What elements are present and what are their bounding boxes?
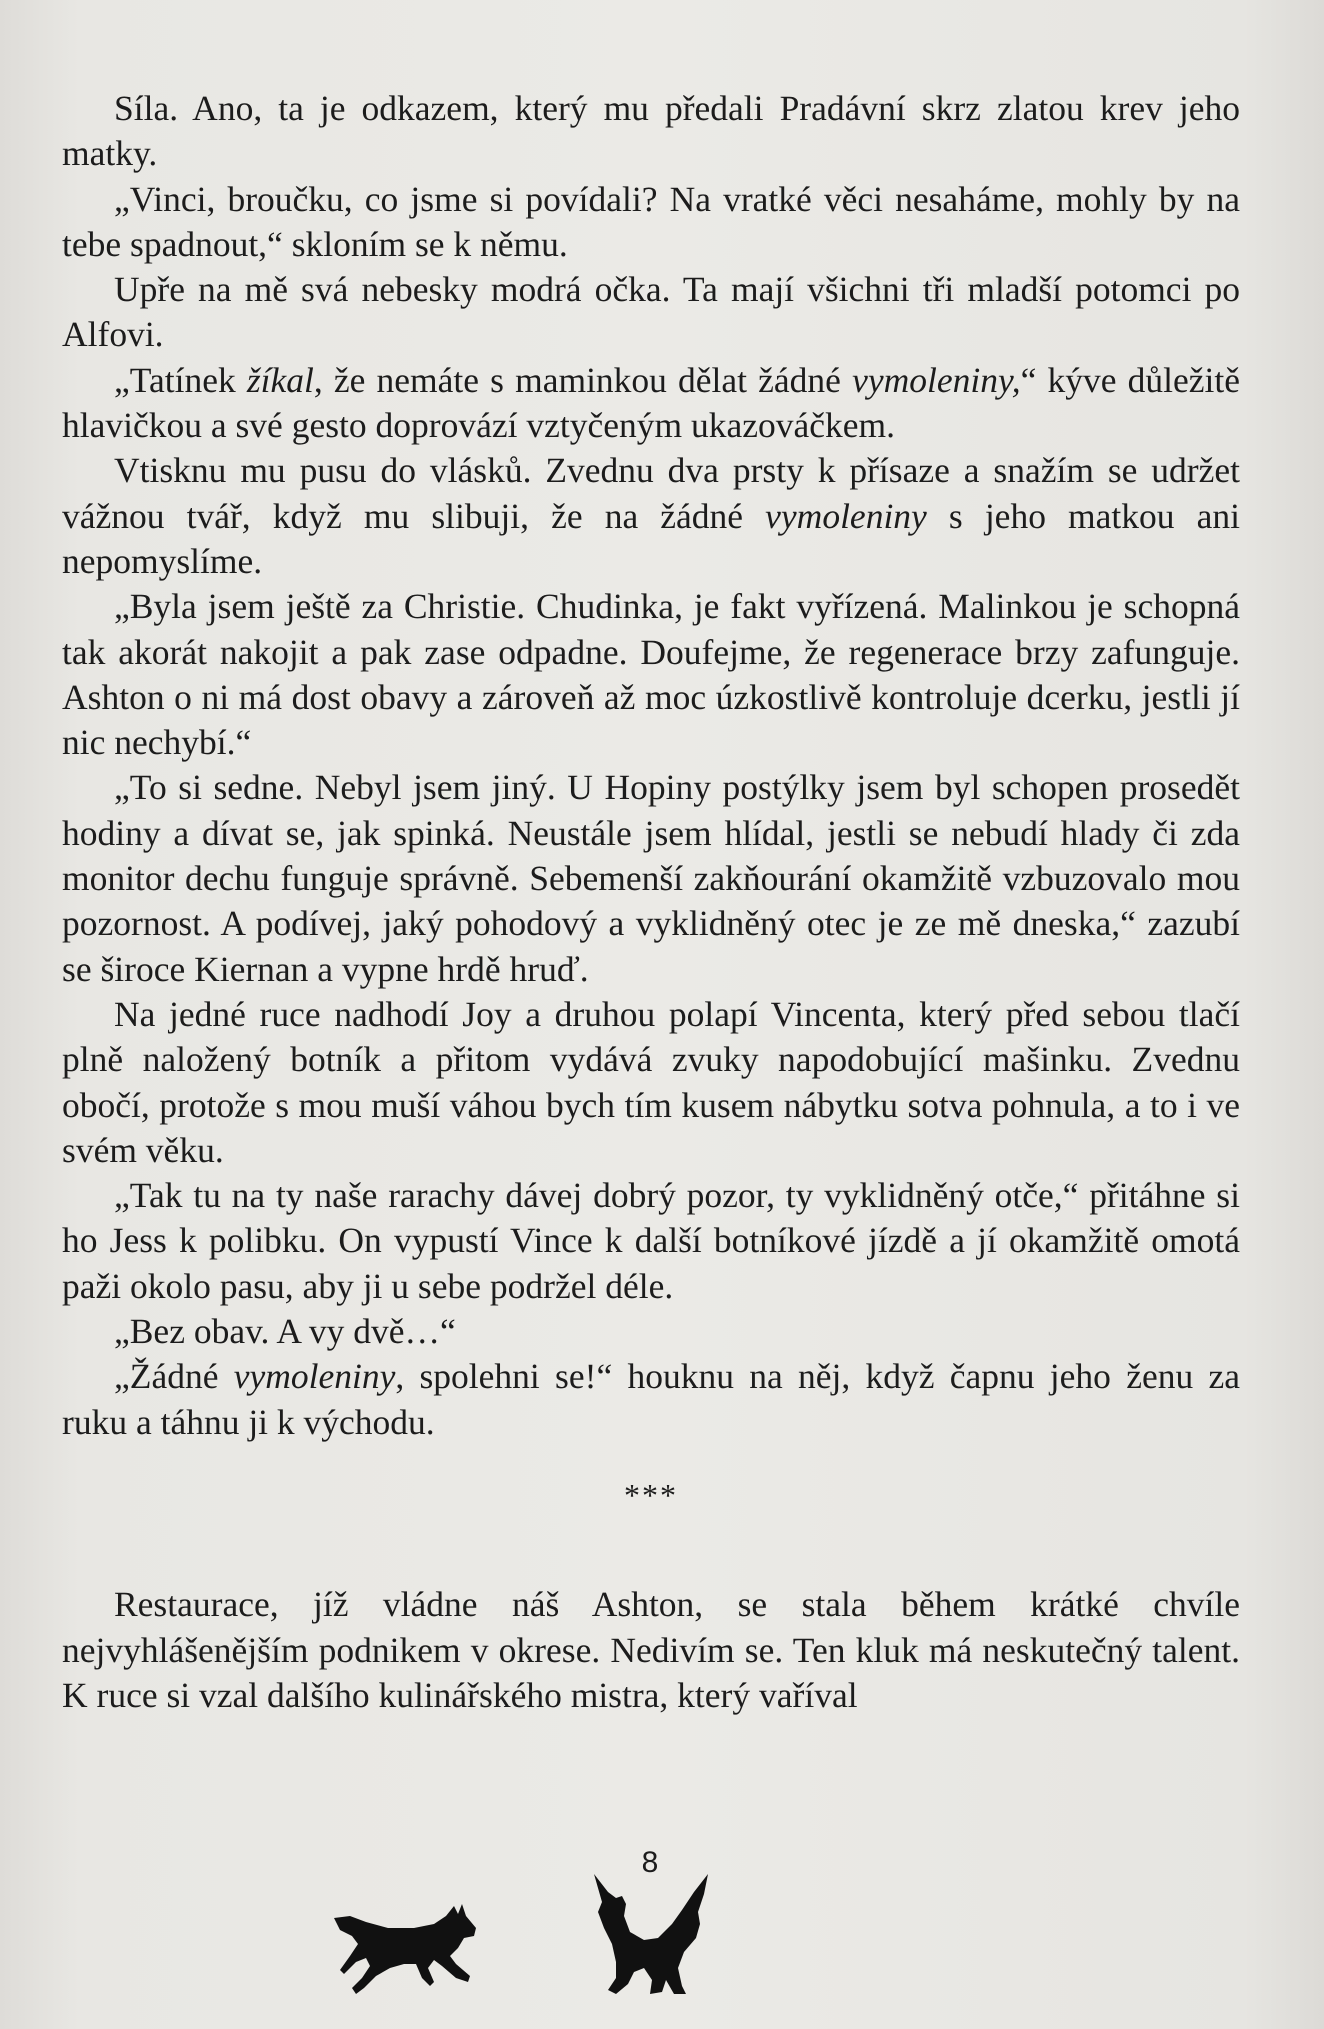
paragraph-9: „Tak tu na ty naše rarachy dávej dobrý pozor, ty vyklidněný otče,“ přitáhne si ho Jess k polibku. On vypustí Vince k další botníkové jízdě a jí okamžitě omotá paži okolo pasu, aby ji u sebe podržel déle. bbox=[62, 1175, 1240, 1306]
paragraph-4-emphasis-a: žíkal bbox=[246, 359, 314, 400]
running-wolf-icon bbox=[330, 1898, 480, 1998]
page-text bbox=[62, 86, 1240, 1718]
paragraph-11-part-b: , spolehni se!“ houknu na něj, když čapnu jeho ženu za ruku a táhnu ji k východu. bbox=[62, 1356, 1240, 1442]
paragraph-4-part-a: „Tatínek bbox=[114, 359, 247, 400]
paragraph-11 bbox=[62, 1354, 1240, 1445]
paragraph-5-part-b: s jeho matkou ani nepomyslíme. bbox=[62, 495, 1240, 581]
paragraph-11-part-a: „Žádné bbox=[114, 1356, 234, 1397]
page-number: 8 bbox=[641, 1846, 659, 1879]
paragraph-4 bbox=[62, 358, 1240, 449]
paragraph-3: Upře na mě svá nebesky modrá očka. Ta mají všichni tři mladší potomci po Alfovi. bbox=[62, 269, 1240, 355]
section-separator: *** bbox=[624, 1476, 678, 1513]
paragraph-11-emphasis: vymoleniny bbox=[233, 1356, 396, 1397]
paragraph-7: „To si sedne. Nebyl jsem jiný. U Hopiny postýlky jsem byl schopen prosedět hodiny a dívat se, jak spinká. Neustále jsem hlídal, jestli se nebudí hlady či zda monitor dechu funguje správně. Sebemenší zakňourání okamžitě vzbuzovalo mou pozornost. A podívej, jaký pohodový a vyklidněný otec je ze mě dneska,“ zazubí se široce Kiernan a vypne hrdě hruď. bbox=[62, 767, 1240, 989]
paragraph-4-part-b: , že nemáte s maminkou dělat žádné bbox=[313, 359, 853, 400]
paragraph-5 bbox=[62, 448, 1240, 584]
paragraph-5-part-a: Vtisknu mu pusu do vlásků. Zvednu dva prsty k přísaze a snažím se udržet vážnou tvář, když mu slibuji, že na žádné bbox=[62, 450, 1240, 536]
paragraph-8: Na jedné ruce nadhodí Joy a druhou polapí Vincenta, který před sebou tlačí plně naložený botník a přitom vydává zvuky napodobující mašinku. Zvednu obočí, protože s mou muší váhou bych tím kusem nábytku sotva pohnula, a to i ve svém věku. bbox=[62, 993, 1240, 1170]
howling-wolf-icon bbox=[586, 1868, 716, 1998]
paragraph-4-emphasis-b: vymoleniny, bbox=[852, 359, 1021, 400]
paragraph-1: Síla. Ano, ta je odkazem, který mu předali Pradávní skrz zlatou krev jeho matky. bbox=[62, 88, 1240, 174]
paragraph-5-emphasis: vymoleniny bbox=[765, 495, 927, 536]
paragraph-12: Restaurace, jíž vládne náš Ashton, se stala během krátké chvíle nejvyhlášenějším podnikem v okrese. Nedivím se. Ten kluk má neskutečný talent. K ruce si vzal dalšího kulinářského mistra, který vaříval bbox=[62, 1584, 1240, 1715]
paragraph-2: „Vinci, broučku, co jsme si povídali? Na vratké věci nesaháme, mohly by na tebe spadnout,“ skloním se k němu. bbox=[62, 178, 1240, 264]
paragraph-10: „Bez obav. A vy dvě…“ bbox=[114, 1311, 456, 1352]
paragraph-4-part-c: “ kýve důležitě hlavičkou a své gesto doprovází vztyčeným ukazováčkem. bbox=[62, 359, 1240, 446]
paragraph-6: „Byla jsem ještě za Christie. Chudinka, je fakt vyřízená. Malinkou je schopná tak akorát nakojit a pak zase odpadne. Doufejme, že regenerace brzy zafunguje. Ashton o ni má dost obavy a zároveň až moc úzkostlivě kontroluje dcerku, jestli jí nic nechybí.“ bbox=[62, 586, 1240, 763]
